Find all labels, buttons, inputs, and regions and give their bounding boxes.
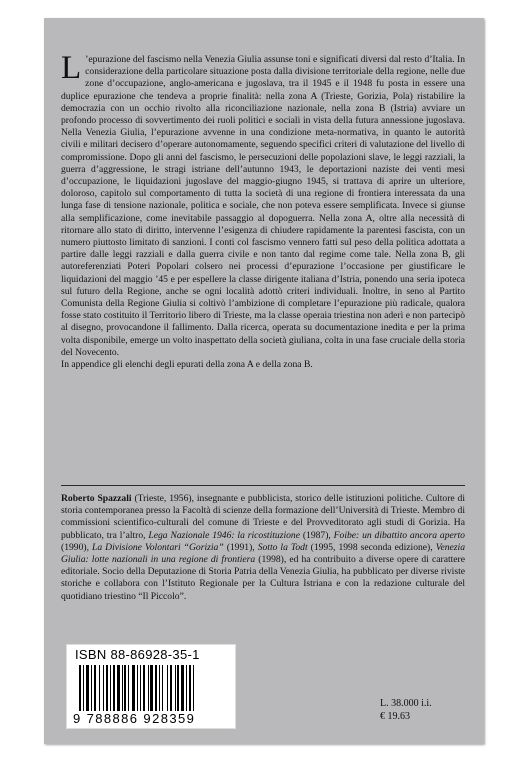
book-title-2: Foibe: un dibattito ancora aperto [333,529,465,541]
book-title-5: Venezia Giulia: lotte nazionali in una regione di frontiera [61,541,465,566]
bio-text-4: (1991), [223,541,258,553]
book-title-3: La Divisione Volontari “Gorizia” [92,541,224,553]
author-bio [61,493,465,603]
author-name: Roberto Spazzali [61,493,132,504]
price-euro: € 19.63 [380,710,410,722]
price-lire: L. 38.000 i.i. [380,698,432,709]
bio-text-6: (1998), ed ha contribuito a diverse opere di carattere editoriale. Socio della Deputazione di Storia Patria della Venezia Giulia, ha pubblicato per diverse riviste storiche e collabora con l’Istituto Regionale per la Cultura Istriana e con la redazione culturale del quotidiano triestino “Il Piccolo”. [61,554,465,602]
back-cover [44,18,484,744]
divider [61,485,465,486]
blurb-text-1: ’epurazione del fascismo nella Venezia Giulia assunse toni e significati diversi dal resto d’Italia. In considerazione della particolare situazione posta dalla divisione territoriale della regione, nelle due zone d’occupazione, anglo-americana e jugoslava, tra il 1945 e il 1948 fu posta in essere una duplice epurazione che tendeva a proprie finalità: nella zona A (Trieste, Gorizia, Pola) ristabilire la democrazia con un occhio rivolto alla riconciliazione nazionale, nella zona B (Istria) avviare un profondo processo di sovvertimento dei ruoli politici e sociali in vista della futura annessione jugoslava. Nella Venezia Giulia, l’epurazione avvenne in una condizione meta-normativa, in quanto le autorità civili e militari decisero d’operare autonomamente, seguendo specifici criteri di valutazione del livello di compromissione. Dopo gli anni del fascismo, le persecuzioni delle popolazioni slave, le leggi razziali, la guerra d’aggressione, le stragi istriane dell’autunno 1943, le deportazioni naziste dei venti mesi d’occupazione, le liquidazioni jugoslave del maggio-giugno 1945, si trattava di aprire un ulteriore, doloroso, capitolo sul comportamento di tutta la società di una regione di frontiera interessata da una lunga fase di tensione nazionale, politica e sociale, che non poteva essere semplificata. Invece si giunse alla semplificazione, come inevitabile passaggio al dopoguerra. Nella zona A, oltre alla necessità di ritornare allo stato di diritto, intervenne l’esigenza di chiudere rapidamente la parentesi fascista, con un numero piuttosto limitato di sanzioni. I conti col fascismo vennero fatti sul peso della politica adottata a partire dalle leggi razziali e dalla guerra civile e non tanto dal regime come tale. Nella zona B, gli autoreferenziati Poteri Popolari colsero nei processi d’epurazione l’occasione per giustificare le liquidazioni del maggio ’45 e per espellere la classe dirigente italiana d’Istria, ponendo una seria ipoteca sul futuro della Regione, anche se ogni località adottò criteri individuali. Inoltre, in seno al Partito Comunista della Regione Giulia si coltivò l’ambizione di completare l’epurazione più radicale, qualora fosse stato costituito il Territorio libero di Trieste, ma la classe operaia triestina non aderì e non partecipò al disegno, provocandone il fallimento. Dalla ricerca, operata su documentazione inedita e per la prima volta disponibile, emerge un volto inaspettato della società giuliana, colta in una fase cruciale della storia del Novecento. [61,54,465,358]
book-blurb [61,50,465,371]
bio-text-2: (1987), [299,529,334,541]
book-title-4: Sotto la Todt [257,541,308,553]
bio-text-1: (Trieste, 1956), insegnante e pubblicista, storico delle istituzioni politiche. Cultore di storia contemporanea presso la Facoltà di scienze della formazione dell’Università di Trieste. Membro di commissioni scientifico-culturali del comune di Trieste e del Provveditorato agli studi di Gorizia. Ha pubblicato, tra l’altro, [61,493,465,541]
drop-cap: L [61,50,82,86]
bio-text-3: (1990), [61,541,92,553]
blurb-paragraph-2: In appendice gli elenchi degli epurati della zona A e della zona B. [61,359,313,371]
barcode-label [66,644,236,729]
bio-text-5: (1995, 1998 seconda edizione), [307,541,436,553]
isbn-number: ISBN 88-86928-35-1 [75,647,200,662]
book-title-1: Lega Nazionale 1946: la ricostituzione [148,529,300,541]
barcode-bars [79,665,231,711]
price-block [380,698,432,723]
blurb-paragraph-1 [61,50,465,359]
ean-number: 9 788886 928359 [73,711,196,726]
